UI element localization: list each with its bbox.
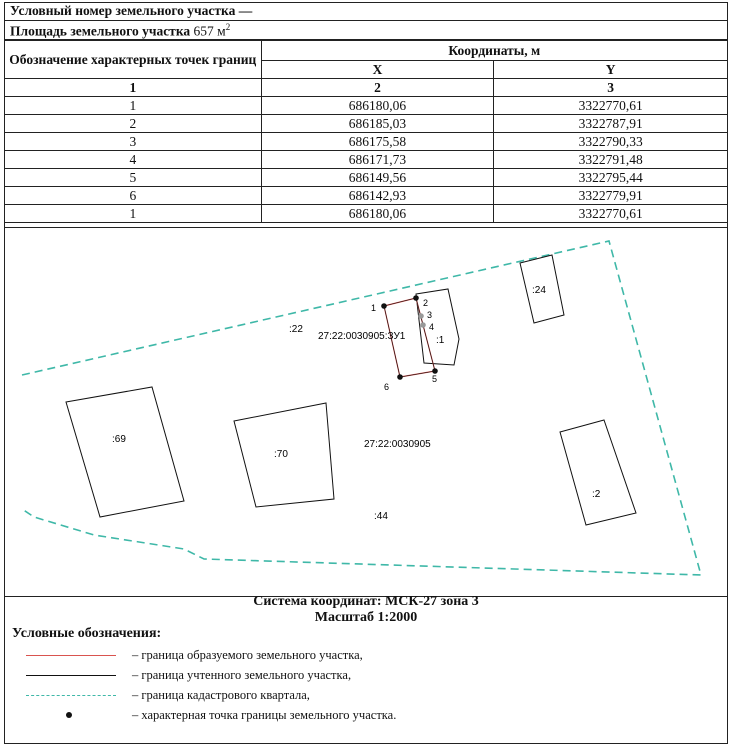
col-point-header: Обозначение характерных точек границ xyxy=(5,41,262,79)
point-label: 1 xyxy=(371,303,377,313)
area-row xyxy=(4,21,728,40)
legend-item-formed-boundary xyxy=(26,648,716,664)
legend-item-registered-boundary xyxy=(26,668,716,684)
legend-red-line-icon xyxy=(26,655,116,656)
point-cell: 5 xyxy=(5,169,262,187)
cadastral-plan xyxy=(4,227,728,597)
point-cell: 3 xyxy=(5,133,262,151)
table-row xyxy=(5,151,728,169)
y-cell: 3322770,61 xyxy=(494,97,728,115)
neighbor-label-2: :2 xyxy=(592,489,601,500)
scale-caption: Масштаб 1:2000 xyxy=(314,610,418,625)
y-cell: 3322787,91 xyxy=(494,115,728,133)
legend-label: – характерная точка границы земельного участка. xyxy=(132,708,397,722)
cadastral-number-row xyxy=(4,2,728,21)
point-marker-1 xyxy=(381,303,387,309)
neighbor-label-1: :1 xyxy=(436,335,445,346)
point-label: 5 xyxy=(432,374,438,384)
point-marker-3 xyxy=(418,313,424,319)
coordinates-table xyxy=(4,40,728,223)
point-marker-4 xyxy=(420,322,426,328)
index-cell: 2 xyxy=(261,79,494,97)
legend-label: – граница кадастрового квартала, xyxy=(132,688,310,702)
area-label: Площадь земельного участка xyxy=(10,23,191,39)
table-row xyxy=(5,169,728,187)
index-cell: 3 xyxy=(494,79,728,97)
x-cell: 686180,06 xyxy=(261,205,494,223)
neighbor-label-69: :69 xyxy=(112,434,126,445)
plan-border xyxy=(5,228,728,597)
point-cell: 6 xyxy=(5,187,262,205)
index-cell: 1 xyxy=(5,79,262,97)
x-cell: 686180,06 xyxy=(261,97,494,115)
point-label: 3 xyxy=(427,310,433,320)
point-marker-2 xyxy=(413,295,419,301)
area-unit: м xyxy=(217,23,226,39)
x-cell: 686185,03 xyxy=(261,115,494,133)
point-cell: 1 xyxy=(5,205,262,223)
y-cell: 3322779,91 xyxy=(494,187,728,205)
neighbor-parcel-69 xyxy=(66,387,184,517)
neighbor-label-70: :70 xyxy=(274,449,288,460)
area-value: 657 xyxy=(193,23,214,39)
x-cell: 686171,73 xyxy=(261,151,494,169)
legend-item-characteristic-point xyxy=(26,708,716,724)
x-cell: 686175,58 xyxy=(261,133,494,151)
point-label: 6 xyxy=(384,382,390,392)
table-row xyxy=(5,187,728,205)
table-row xyxy=(5,115,728,133)
legend-point-icon xyxy=(66,712,72,718)
legend-title: Условные обозначения: xyxy=(12,626,162,641)
neighbor-parcel-2 xyxy=(560,420,636,525)
x-cell: 686149,56 xyxy=(261,169,494,187)
table-row xyxy=(5,133,728,151)
cadastral-number-value: — xyxy=(238,3,253,18)
y-cell: 3322790,33 xyxy=(494,133,728,151)
quarter-label: 27:22:0030905 xyxy=(364,439,431,450)
cadastral-number-label: Условный номер земельного участка xyxy=(10,3,236,18)
point-marker-6 xyxy=(397,374,403,380)
neighbor-label-44: :44 xyxy=(374,511,388,522)
x-cell: 686142,93 xyxy=(261,187,494,205)
neighbor-label-22: :22 xyxy=(289,324,303,335)
point-cell: 4 xyxy=(5,151,262,169)
table-row xyxy=(5,205,728,223)
col-coords-header: Координаты, м xyxy=(261,41,727,61)
col-x-header: X xyxy=(261,61,494,79)
legend-dashed-line-icon xyxy=(26,695,116,696)
coordinate-system-caption: Система координат: МСК-27 зона 3 xyxy=(253,594,479,609)
quarter-boundary xyxy=(22,241,701,575)
area-unit-power: 2 xyxy=(225,22,231,32)
point-marker-5 xyxy=(432,368,438,374)
point-label: 2 xyxy=(423,298,429,308)
point-label: 4 xyxy=(429,322,435,332)
formed-parcel-label: 27:22:0030905:ЗУ1 xyxy=(318,331,406,342)
legend-black-line-icon xyxy=(26,675,116,676)
neighbor-label-24: :24 xyxy=(532,285,546,296)
col-y-header: Y xyxy=(494,61,728,79)
legend-label: – граница учтенного земельного участка, xyxy=(132,668,352,682)
legend-item-quarter-boundary xyxy=(26,688,716,704)
point-cell: 1 xyxy=(5,97,262,115)
y-cell: 3322770,61 xyxy=(494,205,728,223)
point-cell: 2 xyxy=(5,115,262,133)
y-cell: 3322791,48 xyxy=(494,151,728,169)
table-row xyxy=(5,97,728,115)
legend-label: – граница образуемого земельного участка, xyxy=(132,648,363,662)
y-cell: 3322795,44 xyxy=(494,169,728,187)
